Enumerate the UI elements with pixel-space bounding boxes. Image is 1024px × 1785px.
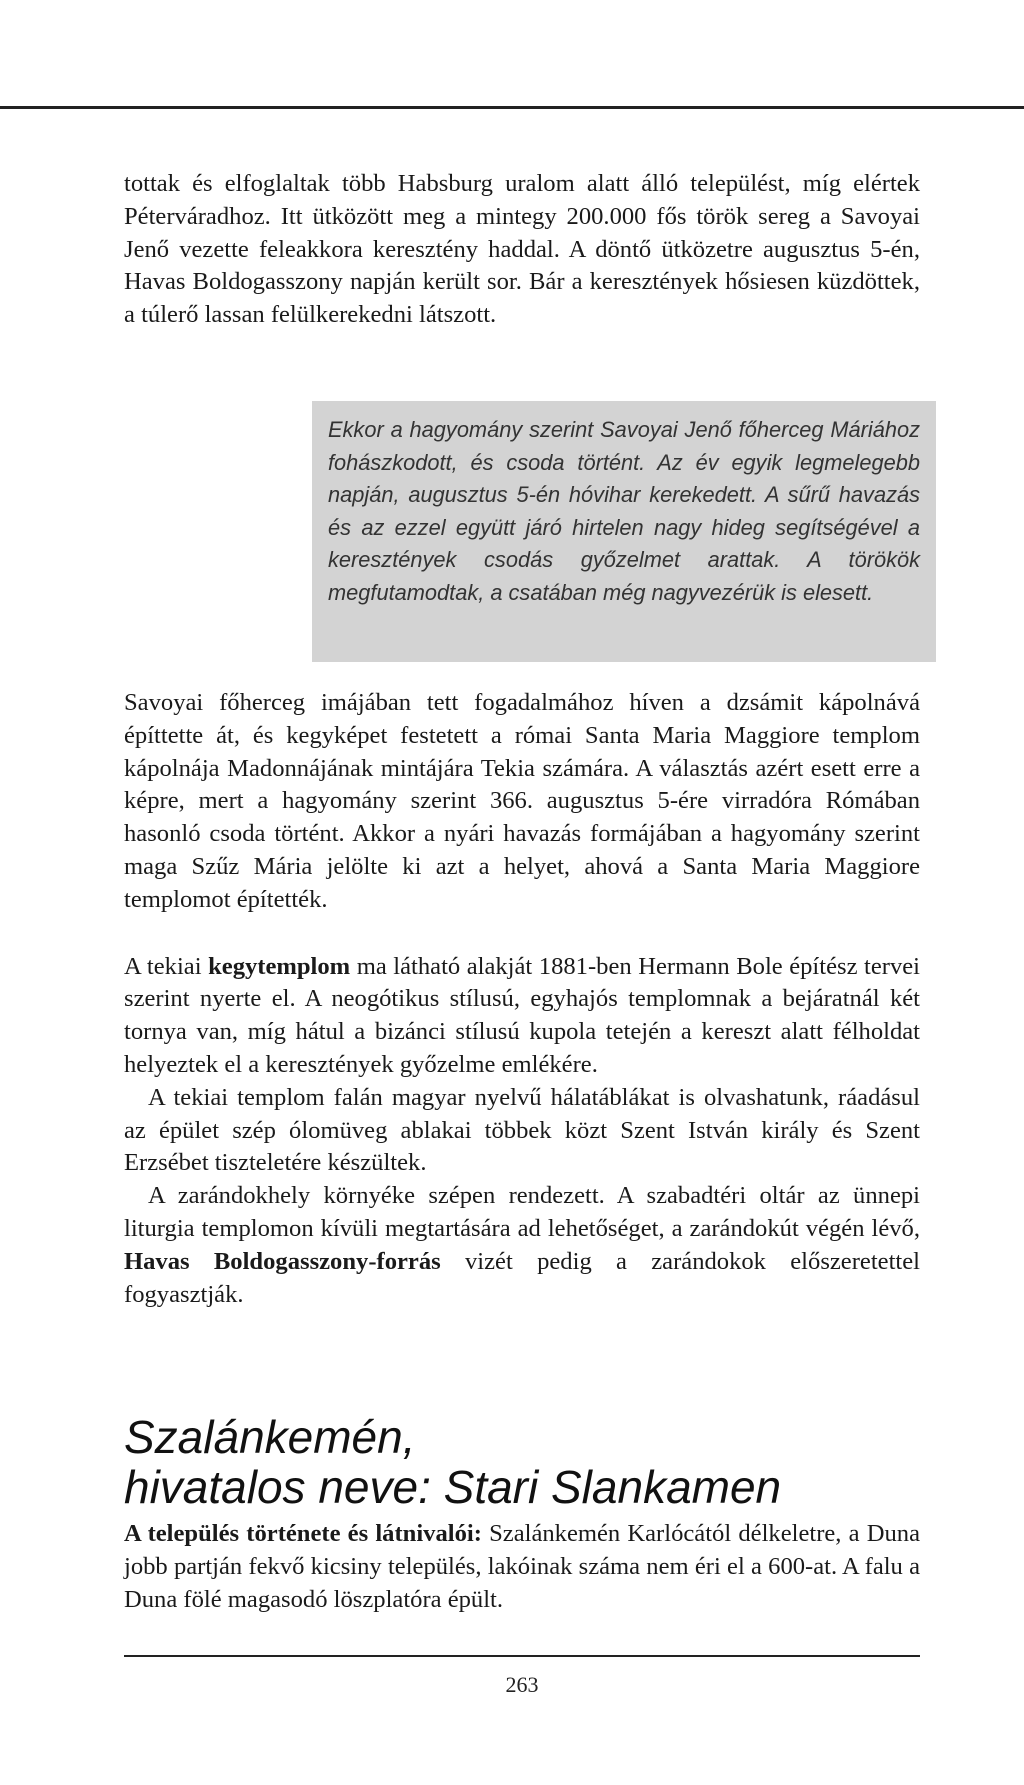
paragraph-section-intro <box>124 1518 920 1616</box>
spring-name: Havas Boldogasszony-forrás <box>124 1247 441 1275</box>
paragraph-church <box>124 951 920 1082</box>
pilgrimage-text-start: A zarándokhely környéke szépen rendezett. A szabadtéri oltár az ünnepi liturgia templomon kívüli megtartására ad lehetőséget, a zarándokút végén lévő, <box>124 1182 920 1242</box>
church-keyword: kegytemplom <box>208 952 351 980</box>
quote-text: Ekkor a hagyomány szerint Savoyai Jenő főherceg Máriához fohászkodott, és csoda történt. Az év egyik legmelegebb napján, augusztus 5-én hóvihar kerekedett. A sűrű havazás és az ezzel együtt járó hirtelen nagy hideg segítségével a keresztények csodás győzelmet arattak. A törökök megfutamodtak, a csatában még nagyvezérük is elesett. <box>328 417 920 605</box>
paragraph-pilgrimage <box>124 1180 920 1311</box>
paragraph-battle: tottak és elfoglaltak több Habsburg uralom alatt álló települést, míg elértek Péterváradhoz. Itt ütközött meg a mintegy 200.000 fős török sereg a Savoyai Jenő vezette feleakkora keresztény haddal. A döntő ütközetre augusztus 5-én, Havas Boldogasszony napján került sor. Bár a keresztények hősiesen küzdöttek, a túlerő lassan felülkerekedni látszott. <box>124 170 920 329</box>
footer-rule <box>124 1655 920 1657</box>
section-intro-text: Szalánkemén Karlócától délkeletre, a Duna jobb partján fekvő kicsiny település, lakóinak száma nem éri el a 600-at. A falu a Duna fölé magasodó löszplatóra épült. <box>124 1520 920 1613</box>
header-rule <box>0 106 1024 109</box>
paragraph-plaques: A tekiai templom falán magyar nyelvű hálatáblákat is olvashatunk, ráadásul az épület szép ólomüveg ablakai többek közt Szent István király és Szent Erzsébet tiszteletére készültek. <box>124 1083 920 1177</box>
text-block-middle <box>124 687 920 1311</box>
church-text-end: ma látható alakját 1881-ben Hermann Bole építész tervei szerint nyerte el. A neogótikus stílusú, egyhajós templomnak a bejáratnál két tornya van, míg hátul a bizánci stílusú kupola tetején a kereszt alatt félholdat helyeztek el a keresztények győzelme emlékére. <box>124 952 921 1078</box>
text-block-section <box>124 1518 920 1616</box>
section-intro-label: A település története és látnivalói: <box>124 1520 482 1547</box>
pilgrimage-text-end: vizét pedig a zarándokok előszeretettel fogyasztják. <box>124 1247 920 1308</box>
text-block-top <box>124 168 920 332</box>
church-text-start: A tekiai <box>124 952 209 980</box>
paragraph-chapel: Savoyai főherceg imájában tett fogadalmához híven a dzsámit kápolnává építtette át, és kegyképet festetett a római Santa Maria Maggiore templom kápolnája Madonnájának mintájára Tekia számára. A választás azért esett erre a képre, mert a hagyomány szerint 366. augusztus 5-ére virradóra Rómában hasonló csoda történt. Akkor a nyári havazás formájában a hagyomány szerint maga Szűz Mária jelölte ki azt a helyet, ahová a Santa Maria Maggiore templomot építették. <box>124 689 920 913</box>
quote-box <box>312 401 936 662</box>
section-title: Szalánkemén, hivatalos neve: Stari Slankamen <box>124 1411 782 1513</box>
page-number: 263 <box>505 1672 539 1697</box>
